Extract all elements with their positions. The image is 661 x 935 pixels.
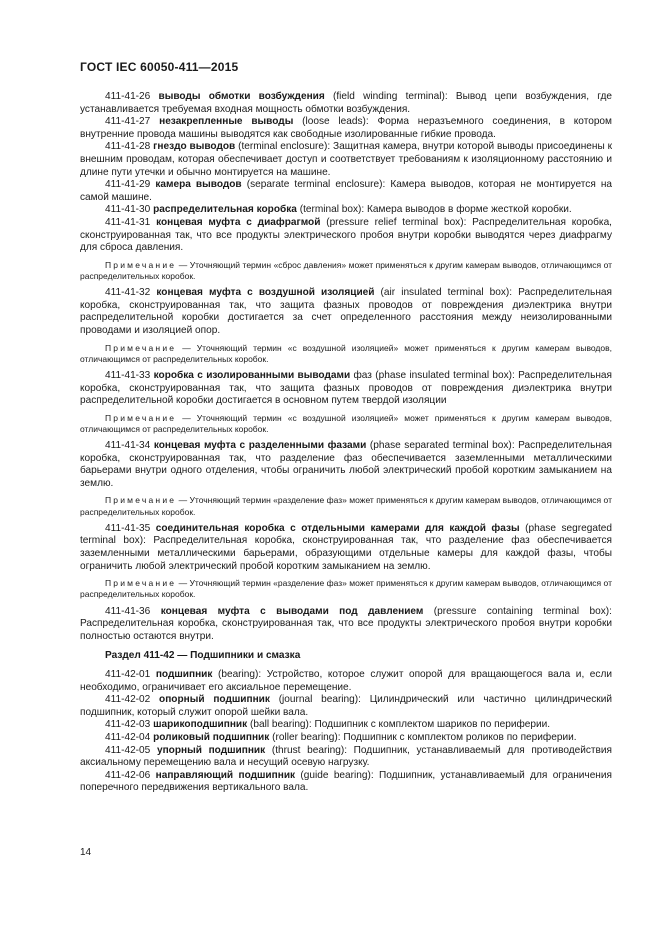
entry-411-41-29 <box>80 179 612 204</box>
entry-definition: : Подшипник с комплектом шариков по периферии. <box>308 719 551 731</box>
entry-term: роликовый подшипник <box>153 732 270 743</box>
entry-english: (ball bearing) <box>250 719 309 731</box>
entry-definition: : Подшипник, устанавливаемый для ограничения поперечного передвижения вертикального вала. <box>80 769 612 794</box>
entry-number: 411-42-06 <box>105 769 151 781</box>
page-header: ГОСТ IEC 60050-411—2015 <box>80 60 239 74</box>
entry-term: концевая муфта с разделенными фазами <box>153 440 367 452</box>
entry-411-41-33 <box>80 370 612 408</box>
entry-number: 411-41-32 <box>105 287 151 299</box>
entry-411-41-27 <box>80 116 612 141</box>
entry-definition: : Вывод цепи возбуждения, где устанавливается требуемая входная мощность обмотки возбуждения. <box>80 91 612 115</box>
entry-number: 411-41-35 <box>105 522 151 534</box>
entry-number: 411-42-03 <box>105 719 151 731</box>
entry-number: 411-41-26 <box>105 91 151 102</box>
page-content <box>80 91 612 795</box>
entry-term: гнездо выводов <box>153 141 236 153</box>
entry-definition: : Распределительная коробка, сконструированная так, что разделение фаз обеспечивается заземленными металлическими барьерами внутри одного отделения, чтобы ограничить любой электрический пробой коротким замыканием на землю. <box>80 440 612 489</box>
entry-number: 411-42-04 <box>105 732 151 743</box>
entry-number: 411-41-27 <box>105 116 151 128</box>
entry-english: (journal bearing) <box>278 694 359 706</box>
entry-term: незакрепленные выводы <box>159 116 294 128</box>
entry-number: 411-41-36 <box>105 605 151 617</box>
entry-411-42-05 <box>80 745 612 770</box>
note-1 <box>80 260 612 282</box>
entry-number: 411-42-05 <box>105 744 151 756</box>
entry-english: (separate terminal enclosure) <box>246 179 383 191</box>
entry-term: опорный подшипник <box>159 694 270 706</box>
entry-number: 411-41-33 <box>105 369 151 381</box>
note-3 <box>80 413 612 435</box>
entry-english: (phase separated terminal box) <box>369 440 512 452</box>
entry-definition: : Распределительная коробка, сконструированная так, что разделение фаз обеспечивается заземленными металлическими барьерами, образующими отдельные камеры для каждой фазы, чтобы ограничить любой электрический пробой коротким замыканием на землю. <box>80 535 613 572</box>
note-text: — Уточняющий термин «разделение фаз» может применяться к другим камерам выводов, отличающимся от распределительных коробок. <box>80 495 612 517</box>
entry-number: 411-42-01 <box>105 669 151 681</box>
entry-definition: : Подшипник с комплектом роликов по периферии. <box>337 732 577 743</box>
note-text: — Уточняющий термин «сброс давления» может применяться к другим камерам выводов, отличающимся от распределительных коробок. <box>80 259 612 281</box>
entry-english: (thrust bearing) <box>271 744 345 756</box>
entry-411-42-03 <box>80 719 612 732</box>
entry-english: (terminal box) <box>299 204 362 216</box>
entry-term: соединительная коробка с отдельными камерами для каждой фазы <box>155 522 520 534</box>
entry-english: фаз (phase insulated terminal box) <box>353 369 513 381</box>
entry-411-42-06 <box>80 770 612 795</box>
entry-term: направляющий подшипник <box>155 769 296 781</box>
entry-definition: : Распределительная коробка, сконструированная так, что все продукты электрического пробоя внутри коробки полностью остаются внутри. <box>80 605 612 642</box>
entry-definition: : Защитная камера, внутри которой выводы присоединены к внешним проводам, которая обеспечивает доступ и соответствует требованиям к изоляционному расстоянию и длине пути утечки и обычно монтируется на машине. <box>80 141 612 178</box>
entry-411-42-01 <box>80 669 612 694</box>
entry-english: (field winding terminal) <box>333 91 445 102</box>
entry-english: (bearing) <box>217 669 259 681</box>
entry-definition: : Форма неразъемного соединения, в котором внутренние провода машины выводятся как свободные изолированные гибкие провода. <box>80 116 612 140</box>
entry-number: 411-41-29 <box>105 179 151 191</box>
entry-english: (pressure relief terminal box) <box>326 216 464 228</box>
entry-411-41-26 <box>80 91 612 116</box>
entry-411-41-28 <box>80 141 612 179</box>
note-text: — Уточняющий термин «разделение фаз» может применяться к другим камерам выводов, отличающимся от распределительных коробок. <box>80 578 612 600</box>
entry-number: 411-42-02 <box>105 694 151 706</box>
entry-411-42-02 <box>80 694 612 719</box>
entry-definition: : Камера выводов в форме жесткой коробки. <box>361 204 572 216</box>
note-label: Примечание <box>105 578 177 589</box>
note-5 <box>80 578 612 600</box>
note-label: Примечание <box>105 259 177 270</box>
section-heading: Раздел 411-42 — Подшипники и смазка <box>105 650 301 662</box>
entry-english: (air insulated terminal box) <box>380 287 510 299</box>
entry-definition: : Устройство, которое служит опорой для вращающегося вала и, если необходимо, ограничивает его аксиальное перемещение. <box>80 669 612 693</box>
entry-term: распределительная коробка <box>153 204 297 216</box>
entry-definition: : Подшипник, устанавливаемый для противодействия аксиальному перемещению вала и несущий осевую нагрузку. <box>80 744 612 769</box>
entry-number: 411-41-30 <box>105 204 151 216</box>
entry-411-41-30 <box>80 204 612 217</box>
entry-term: упорный подшипник <box>156 744 266 756</box>
entry-term: концевая муфта с выводами под давлением <box>160 605 424 617</box>
entry-term: выводы обмотки возбуждения <box>158 91 325 102</box>
entry-term: подшипник <box>155 669 213 681</box>
entry-term: концевая муфта с воздушной изоляцией <box>156 287 375 299</box>
note-2 <box>80 343 612 365</box>
note-text: — Уточняющий термин «с воздушной изоляцией» может применяться к другим камерам выводов, отличающимся от распределительных коробок. <box>80 342 612 364</box>
entry-definition: : Камера выводов, которая не монтируется на самой машине. <box>80 179 613 203</box>
entry-english: (phase segregated terminal box) <box>80 522 612 547</box>
entry-english: (loose leads) <box>302 116 366 128</box>
entry-411-41-36 <box>80 606 612 644</box>
entry-411-41-35 <box>80 523 612 573</box>
entry-number: 411-41-28 <box>105 141 151 153</box>
entry-411-41-31 <box>80 217 612 255</box>
entry-term: шарикоподшипник <box>153 719 248 731</box>
entry-english: (guide bearing) <box>300 769 371 781</box>
entry-definition: : Распределительная коробка, сконструированная так, что защита фазных проводов от повреждения диэлектрика внутри распределительной коробки достигается за счет определенного расстояния между неизолированными проводами и изоляцией опор. <box>80 287 612 336</box>
note-4 <box>80 495 612 517</box>
entry-term: коробка с изолированными выводами <box>153 369 351 381</box>
page-number: 14 <box>80 847 92 858</box>
note-label: Примечание <box>105 495 177 506</box>
entry-english: (pressure containing terminal box) <box>433 605 610 617</box>
entry-411-41-32 <box>80 287 612 337</box>
entry-411-42-04 <box>80 732 612 745</box>
entry-english: (terminal enclosure) <box>238 141 328 153</box>
entry-definition: : Цилиндрический или частично цилиндрический подшипник, который служит опорой шейки вала. <box>80 694 612 718</box>
entry-english: (roller bearing) <box>272 732 338 743</box>
note-label: Примечание <box>105 412 177 423</box>
note-label: Примечание <box>105 342 177 353</box>
entry-number: 411-41-34 <box>105 440 151 452</box>
entry-number: 411-41-31 <box>105 216 151 228</box>
entry-definition: : Распределительная коробка, сконструированная так, что защита фазных проводов от повреждения диэлектрика внутри распределительной коробки достигается в основном путем твердой изоляции <box>80 369 612 407</box>
entry-411-41-34 <box>80 440 612 490</box>
entry-term: камера выводов <box>155 179 242 191</box>
entry-term: концевая муфта с диафрагмой <box>156 216 321 228</box>
note-text: — Уточняющий термин «с воздушной изоляцией» может применяться к другим камерам выводов, отличающимся от распределительных коробок. <box>80 412 612 434</box>
entry-definition: : Распределительная коробка, сконструированная так, что все продукты электрического пробоя внутри коробки выводятся через диафрагму для сброса давления. <box>80 216 612 254</box>
